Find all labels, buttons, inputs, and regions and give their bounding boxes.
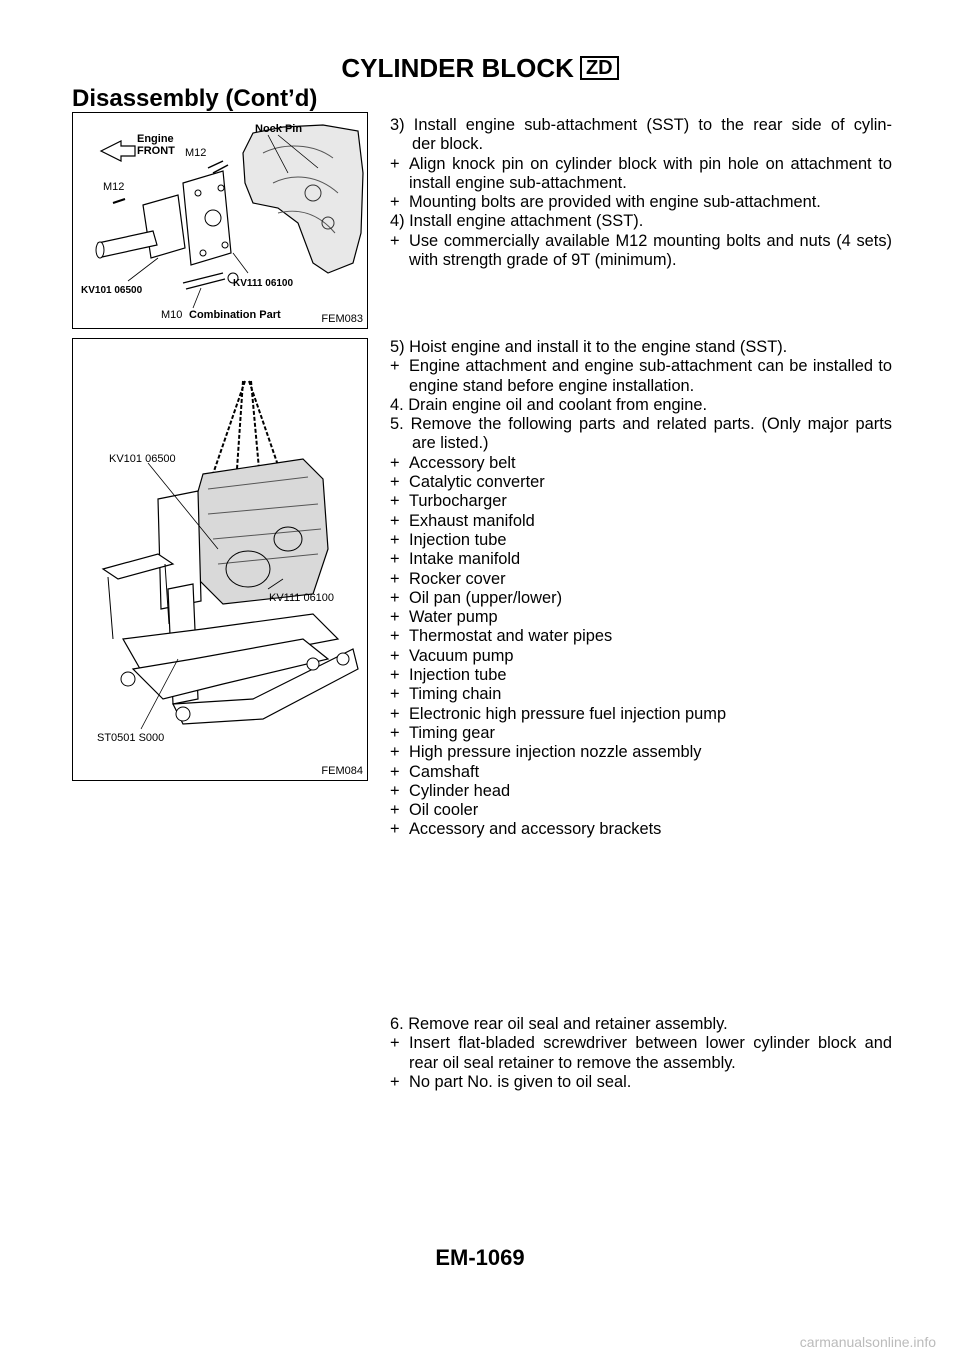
part-name: Accessory belt (409, 453, 516, 472)
bullet-marker: + (390, 801, 400, 820)
parts-list (390, 454, 892, 840)
list-item (390, 763, 892, 782)
bullet-marker: + (390, 511, 400, 530)
step-3-line1: 3) Install engine sub-attachment (SST) to the rear side of cylin- (390, 116, 892, 134)
numbered-item (390, 415, 892, 454)
figure-fem083 (72, 112, 368, 329)
bullet-marker: + (390, 608, 400, 627)
part-name: High pressure injection nozzle assembly (409, 743, 702, 762)
list-item (390, 550, 892, 569)
engine-code-badge: ZD (580, 56, 619, 80)
bullet-item (390, 232, 892, 271)
bullet-marker: + (390, 743, 400, 762)
label-m12-top: M12 (185, 147, 207, 159)
part-name: Exhaust manifold (409, 511, 535, 530)
list-item (390, 685, 892, 704)
bullet-item (390, 1034, 892, 1073)
bullet-item (390, 155, 892, 194)
bullet-marker: + (390, 1034, 400, 1053)
bullet-text: No part No. is given to oil seal. (409, 1072, 632, 1091)
part-name: Accessory and accessory brackets (409, 820, 662, 839)
bullet-marker: + (390, 588, 400, 607)
part-name: Water pump (409, 608, 498, 627)
part-name: Vacuum pump (409, 646, 514, 665)
list-item (390, 608, 892, 627)
bullet-text: Engine attachment and engine sub-attachment can be installed to engine stand before engine installation. (409, 357, 892, 395)
list-item (390, 492, 892, 511)
part-name: Turbocharger (409, 492, 507, 511)
part-name: Oil pan (upper/lower) (409, 588, 563, 607)
bullet-marker: + (390, 453, 400, 472)
bullet-marker: + (390, 154, 400, 173)
bullet-marker: + (390, 723, 400, 742)
figure-fem084 (72, 338, 368, 781)
part-name: Timing chain (409, 685, 502, 704)
part-name: Camshaft (409, 762, 480, 781)
text-block-remove-parts (390, 338, 892, 840)
bullet-marker: + (390, 492, 400, 511)
section-subtitle: Disassembly (Cont’d) (72, 85, 318, 112)
bullet-text: Insert flat-bladed screwdriver between lower cylinder block and rear oil seal retainer to remove the assembly. (409, 1034, 892, 1072)
label-kv101: KV101 06500 (81, 285, 143, 296)
list-item (390, 512, 892, 531)
bullet-marker: + (390, 685, 400, 704)
label-kv101: KV101 06500 (109, 453, 176, 465)
text-block-install-attachment (390, 116, 892, 270)
part-name: Rocker cover (409, 569, 506, 588)
bullet-marker: + (390, 231, 400, 250)
list-item (390, 627, 892, 646)
list-item (390, 473, 892, 492)
label-m10: M10 (161, 309, 183, 321)
bullet-marker: + (390, 357, 400, 376)
bullet-text: Mounting bolts are provided with engine sub-attachment. (409, 193, 821, 212)
bullet-item (390, 1073, 892, 1092)
step-5-hoist: 5) Hoist engine and install it to the engine stand (SST). (390, 338, 788, 356)
part-name: Thermostat and water pipes (409, 627, 613, 646)
part-name: Catalytic converter (409, 473, 545, 492)
label-nock-pin: Nock Pin (255, 123, 303, 135)
step-5-remove: 5. Remove the following parts and related parts. (Only major parts are listed.) (390, 415, 892, 453)
bullet-marker: + (390, 820, 400, 839)
step-3-line2: der block. (412, 135, 484, 154)
bullet-marker: + (390, 530, 400, 549)
list-item (390, 570, 892, 589)
part-name: Timing gear (409, 723, 495, 742)
part-name: Injection tube (409, 530, 507, 549)
section-title-text: CYLINDER BLOCK (341, 53, 574, 83)
label-kv111: KV111 06100 (269, 592, 335, 604)
part-name: Oil cooler (409, 801, 479, 820)
text-block-rear-oil-seal (390, 1015, 892, 1092)
bullet-marker: + (390, 193, 400, 212)
bullet-marker: + (390, 646, 400, 665)
part-name: Injection tube (409, 666, 507, 685)
label-combination-part: Combination Part (189, 309, 281, 321)
figure-caption: FEM084 (321, 765, 363, 777)
bullet-item (390, 193, 892, 212)
list-item (390, 743, 892, 762)
label-engine-front: Engine FRONT (137, 133, 175, 157)
label-kv111: KV111 06100 (233, 278, 294, 289)
page-number: EM-1069 (435, 1245, 525, 1270)
list-item (390, 666, 892, 685)
bullet-item (390, 357, 892, 396)
step-4-drain: 4. Drain engine oil and coolant from engine. (390, 395, 708, 414)
bullet-marker: + (390, 550, 400, 569)
bullet-marker: + (390, 627, 400, 646)
label-m12-left: M12 (103, 181, 125, 193)
list-item (390, 647, 892, 666)
list-item (390, 820, 892, 839)
list-item (390, 782, 892, 801)
step-4: 4) Install engine attachment (SST). (390, 212, 644, 231)
watermark-text: carmanualsonline.info (799, 1334, 936, 1350)
step-6: 6. Remove rear oil seal and retainer assembly. (390, 1015, 728, 1033)
bullet-marker: + (390, 781, 400, 800)
part-name: Intake manifold (409, 550, 521, 569)
list-item (390, 801, 892, 820)
figure-caption: FEM083 (321, 313, 363, 325)
bullet-marker: + (390, 569, 400, 588)
list-item (390, 589, 892, 608)
label-st0501: ST0501 S000 (97, 732, 165, 744)
bullet-text: Align knock pin on cylinder block with pin hole on attachment to install engine sub-attachment. (409, 154, 892, 192)
section-title (0, 53, 960, 83)
list-item (390, 705, 892, 724)
bullet-marker: + (390, 762, 400, 781)
bullet-marker: + (390, 1072, 400, 1091)
part-name: Electronic high pressure fuel injection pump (409, 704, 727, 723)
engine-stand-illustration (73, 339, 367, 780)
bullet-marker: + (390, 666, 400, 685)
bullet-marker: + (390, 473, 400, 492)
list-item (390, 724, 892, 743)
bullet-text: Use commercially available M12 mounting bolts and nuts (4 sets) with strength grade of 9T (minimum). (409, 231, 892, 270)
list-item (390, 531, 892, 550)
part-name: Cylinder head (409, 781, 511, 800)
bullet-marker: + (390, 704, 400, 723)
list-item (390, 454, 892, 473)
